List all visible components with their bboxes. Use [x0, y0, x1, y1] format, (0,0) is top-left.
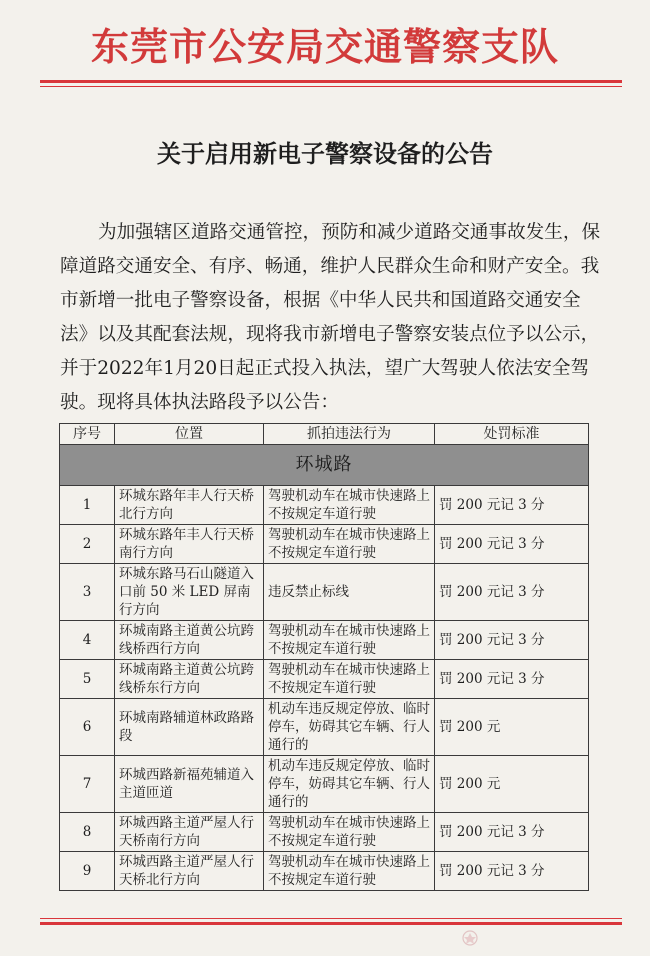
row-location: 环城南路主道黄公坑跨线桥西行方向 [115, 621, 264, 660]
document-title: 关于启用新电子警察设备的公告 [157, 139, 493, 168]
footer-red-rule [40, 922, 622, 925]
row-location: 环城南路辅道林政路路段 [115, 699, 264, 756]
row-no: 3 [60, 564, 115, 621]
table-row [60, 564, 589, 621]
row-violation: 驾驶机动车在城市快速路上不按规定车道行驶 [264, 621, 435, 660]
row-location: 环城南路主道黄公坑跨线桥东行方向 [115, 660, 264, 699]
row-location: 环城西路主道严屋人行天桥北行方向 [115, 852, 264, 891]
col-header-penalty: 处罚标准 [435, 424, 589, 445]
row-violation: 驾驶机动车在城市快速路上不按规定车道行驶 [264, 852, 435, 891]
table-row [60, 813, 589, 852]
row-no: 6 [60, 699, 115, 756]
row-no: 1 [60, 486, 115, 525]
table-header-row [60, 424, 589, 445]
row-location: 环城西路主道严屋人行天桥南行方向 [115, 813, 264, 852]
col-header-location: 位置 [115, 424, 264, 445]
row-location: 环城西路新福苑辅道入主道匝道 [115, 756, 264, 813]
col-header-no: 序号 [60, 424, 115, 445]
footer-red-rule-thin [40, 918, 622, 919]
row-penalty: 罚 200 元 [435, 756, 589, 813]
row-no: 8 [60, 813, 115, 852]
row-violation: 驾驶机动车在城市快速路上不按规定车道行驶 [264, 660, 435, 699]
col-header-violation: 抓拍违法行为 [264, 424, 435, 445]
table-row [60, 660, 589, 699]
table-row [60, 756, 589, 813]
table-row [60, 621, 589, 660]
row-no: 4 [60, 621, 115, 660]
enforcement-table [59, 423, 589, 891]
row-no: 7 [60, 756, 115, 813]
header-red-rule [40, 80, 622, 83]
row-penalty: 罚 200 元记 3 分 [435, 813, 589, 852]
police-emblem-watermark-icon [462, 930, 478, 946]
section-row [60, 445, 589, 486]
table-row [60, 486, 589, 525]
row-penalty: 罚 200 元记 3 分 [435, 564, 589, 621]
row-no: 9 [60, 852, 115, 891]
row-violation: 违反禁止标线 [264, 564, 435, 621]
notice-body [60, 216, 608, 420]
row-violation: 驾驶机动车在城市快速路上不按规定车道行驶 [264, 525, 435, 564]
table-row [60, 852, 589, 891]
row-no: 2 [60, 525, 115, 564]
row-violation: 驾驶机动车在城市快速路上不按规定车道行驶 [264, 813, 435, 852]
row-violation: 机动车违反规定停放、临时停车，妨碍其它车辆、行人通行的 [264, 756, 435, 813]
table-row [60, 699, 589, 756]
row-penalty: 罚 200 元 [435, 699, 589, 756]
row-penalty: 罚 200 元记 3 分 [435, 486, 589, 525]
row-location: 环城东路马石山隧道入口前 50 米 LED 屏南行方向 [115, 564, 264, 621]
table-row [60, 525, 589, 564]
row-violation: 机动车违反规定停放、临时停车，妨碍其它车辆、行人通行的 [264, 699, 435, 756]
organization-header: 东莞市公安局交通警察支队 [90, 24, 559, 69]
header-red-rule-thin [40, 86, 622, 87]
notice-body-text: 为加强辖区道路交通管控，预防和减少道路交通事故发生，保障道路交通安全、有序、畅通，维护人民群众生命和财产安全。我市新增一批电子警察设备，根据《中华人民共和国道路交通安全法》以及其配套法规，现将我市新增电子警察安装点位予以公示，并于2022年1月20日起正式投入执法，望广大驾驶人依法安全驾驶。现将具体执法路段予以公告： [60, 222, 601, 413]
row-location: 环城东路年丰人行天桥南行方向 [115, 525, 264, 564]
row-penalty: 罚 200 元记 3 分 [435, 621, 589, 660]
section-label: 环城路 [60, 445, 589, 486]
row-location: 环城东路年丰人行天桥北行方向 [115, 486, 264, 525]
row-violation: 驾驶机动车在城市快速路上不按规定车道行驶 [264, 486, 435, 525]
row-penalty: 罚 200 元记 3 分 [435, 525, 589, 564]
row-no: 5 [60, 660, 115, 699]
row-penalty: 罚 200 元记 3 分 [435, 852, 589, 891]
row-penalty: 罚 200 元记 3 分 [435, 660, 589, 699]
